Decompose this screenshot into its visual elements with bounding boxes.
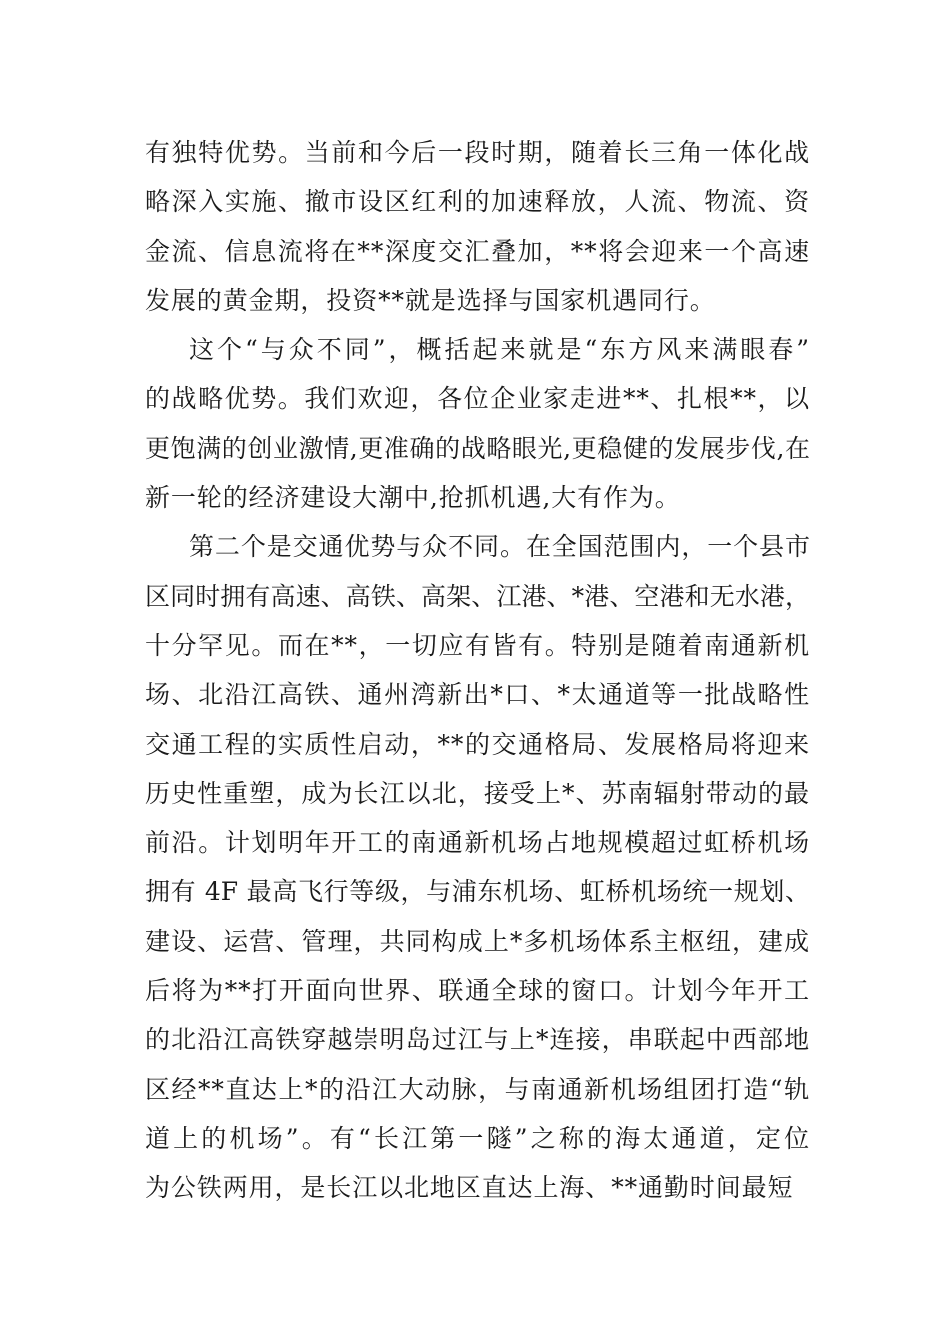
paragraph	[145, 128, 810, 325]
text-line: 发展的黄金期，投资**就是选择与国家机遇同行。	[145, 285, 716, 315]
text-line: 新一轮的经济建设大潮中,抢抓机遇,大有作为。	[145, 483, 681, 513]
paragraph	[145, 522, 810, 1212]
text-line: 道上的机场”。有“长江第一隧”之称的海太通道，定位	[145, 1123, 810, 1153]
text-line: 区同时拥有高速、高铁、高架、江港、*港、空港和无水港，	[145, 581, 810, 611]
text-line: 的战略优势。我们欢迎，各位企业家走进**、扎根**，以	[145, 384, 810, 414]
text-line: 区经**直达上*的沿江大动脉，与南通新机场组团打造“轨	[145, 1074, 810, 1104]
text-line: 更饱满的创业激情,更准确的战略眼光,更稳健的发展步伐,在	[145, 433, 810, 463]
text-line: 拥有 4F 最高飞行等级，与浦东机场、虹桥机场统一规划、	[145, 877, 810, 907]
text-line: 场、北沿江高铁、通州湾新出*口、*太通道等一批战略性	[145, 680, 810, 710]
text-line: 后将为**打开面向世界、联通全球的窗口。计划今年开工	[145, 976, 810, 1006]
text-line: 第二个是交通优势与众不同。在全国范围内，一个县市	[189, 532, 810, 562]
text-line: 前沿。计划明年开工的南通新机场占地规模超过虹桥机场	[145, 828, 810, 858]
text-line: 建设、运营、管理，共同构成上*多机场体系主枢纽，建成	[145, 926, 810, 956]
text-line: 这个“与众不同”，概括起来就是“东方风来满眼春”	[189, 335, 810, 365]
text-line: 交通工程的实质性启动，**的交通格局、发展格局将迎来	[145, 729, 810, 759]
text-line: 历史性重塑，成为长江以北，接受上*、苏南辐射带动的最	[145, 778, 810, 808]
paragraph	[145, 325, 810, 522]
text-line: 的北沿江高铁穿越崇明岛过江与上*连接，串联起中西部地	[145, 1025, 810, 1055]
body-text	[145, 128, 810, 1213]
text-line: 十分罕见。而在**，一切应有皆有。特别是随着南通新机	[145, 630, 810, 660]
text-line: 有独特优势。当前和今后一段时期，随着长三角一体化战	[145, 138, 810, 167]
text-line: 略深入实施、撤市设区红利的加速释放，人流、物流、资	[145, 187, 810, 217]
text-line: 金流、信息流将在**深度交汇叠加，**将会迎来一个高速	[145, 236, 810, 266]
text-line: 为公铁两用，是长江以北地区直达上海、**通勤时间最短	[145, 1173, 794, 1203]
